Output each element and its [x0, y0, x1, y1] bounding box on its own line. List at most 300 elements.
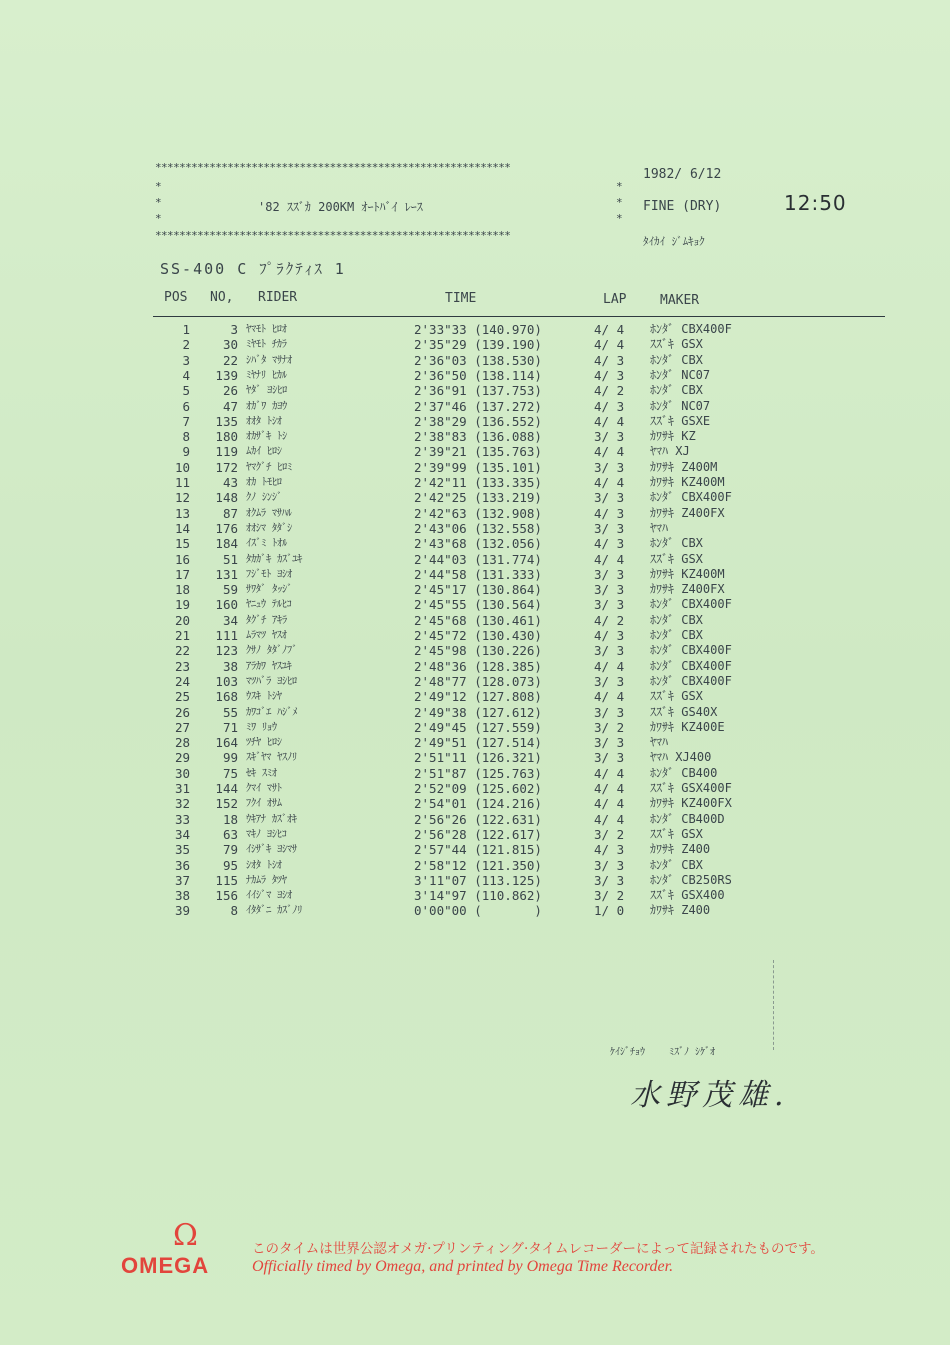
position-cell: 10 — [174, 459, 190, 475]
time-cell: 2'54"01 (124.216) — [414, 796, 542, 812]
maker-cell: ﾎﾝﾀﾞ CB400D — [650, 811, 725, 826]
time-cell: 2'44"03 (131.774) — [414, 551, 542, 567]
position-cell: 24 — [174, 673, 190, 689]
position-cell: 30 — [174, 765, 190, 781]
rider-cell: ﾌｸｲ ｵｻﾑ — [246, 797, 282, 810]
lap-cell: 3/ 3 — [594, 459, 625, 475]
maker-cell: ｶﾜｻｷ Z400 — [650, 842, 711, 857]
maker-cell: ﾎﾝﾀﾞ CBX400F — [650, 490, 732, 505]
lap-cell: 3/ 3 — [594, 520, 625, 536]
position-cell: 38 — [174, 888, 190, 904]
lap-cell: 3/ 3 — [594, 857, 625, 873]
position-cell: 18 — [174, 582, 190, 598]
table-row — [0, 643, 950, 658]
maker-cell: ﾎﾝﾀﾞ CBX400F — [650, 658, 732, 673]
lap-cell: 3/ 2 — [594, 888, 625, 904]
maker-cell: ｽｽﾞｷ GS40X — [650, 704, 718, 719]
time-cell: 2'57"44 (121.815) — [414, 842, 542, 858]
star-border-top: *********************************************************** — [155, 161, 511, 174]
maker-cell: ｶﾜｻｷ KZ400M — [650, 566, 725, 581]
table-row — [0, 873, 950, 888]
number-cell: 55 — [222, 704, 238, 720]
table-row — [0, 429, 950, 444]
maker-cell: ｽｽﾞｷ GSX — [650, 826, 703, 841]
table-row — [0, 337, 950, 352]
table-row — [0, 567, 950, 582]
lap-cell: 4/ 3 — [594, 367, 625, 383]
table-row — [0, 613, 950, 628]
table-row — [0, 383, 950, 398]
fold-line — [773, 960, 774, 1050]
number-cell: 168 — [215, 689, 238, 705]
rider-cell: ｸﾉ ｼﾝｼﾞ — [246, 491, 283, 504]
time-cell: 2'37"46 (137.272) — [414, 398, 542, 414]
rider-cell: ｵｶﾞﾜ ｶﾖｳ — [246, 399, 287, 412]
position-cell: 19 — [174, 597, 190, 613]
lap-cell: 4/ 4 — [594, 689, 625, 705]
position-cell: 15 — [174, 536, 190, 552]
maker-cell: ｶﾜｻｷ KZ — [650, 429, 696, 444]
position-cell: 35 — [174, 842, 190, 858]
position-cell: 12 — [174, 490, 190, 506]
table-row — [0, 490, 950, 505]
position-cell: 6 — [182, 398, 190, 414]
lap-cell: 3/ 3 — [594, 582, 625, 598]
lap-cell: 4/ 4 — [594, 413, 625, 429]
maker-cell: ﾎﾝﾀﾞ NC07 — [650, 367, 711, 382]
maker-cell: ﾔﾏﾊ — [650, 520, 669, 535]
rider-cell: ﾐﾔﾓﾄ ﾁｶﾗ — [246, 338, 287, 351]
time-cell: 2'48"36 (128.385) — [414, 658, 542, 674]
rider-cell: ｼﾊﾞﾀ ﾏｻﾅｵ — [246, 353, 292, 366]
handwritten-time: 12:50 — [784, 191, 847, 215]
table-row — [0, 781, 950, 796]
position-cell: 31 — [174, 781, 190, 796]
table-row — [0, 460, 950, 475]
maker-cell: ﾔﾏﾊ XJ400 — [650, 750, 712, 765]
position-cell: 14 — [174, 520, 190, 536]
time-cell: 2'49"12 (127.808) — [414, 689, 542, 705]
omega-japanese-note: このタイムは世界公認オメガ·プリンティング·タイムレコーダーによって記録されたものです。 — [252, 1241, 824, 1257]
col-no: NO, — [210, 290, 234, 305]
table-row — [0, 689, 950, 704]
rider-cell: ﾔﾆｭｳ ﾃﾙﾋｺ — [246, 598, 292, 611]
maker-cell: ｽｽﾞｷ GSXE — [650, 413, 711, 428]
omega-logo-icon: Ω — [173, 1218, 198, 1253]
table-row — [0, 521, 950, 536]
rider-cell: ｳｽｷ ﾄｼﾔ — [246, 690, 282, 703]
table-row — [0, 827, 950, 842]
rider-cell: ｽｷﾞﾔﾏ ﾔｽﾉﾘ — [246, 751, 297, 764]
number-cell: 135 — [215, 413, 238, 429]
col-lap: LAP — [603, 292, 627, 307]
time-cell: 2'51"11 (126.321) — [414, 750, 542, 766]
position-cell: 36 — [174, 857, 190, 873]
maker-cell: ﾎﾝﾀﾞ CBX400F — [650, 643, 732, 658]
maker-cell: ﾔﾏﾊ — [650, 735, 669, 750]
table-row — [0, 399, 950, 414]
lap-cell: 4/ 3 — [594, 398, 625, 414]
position-cell: 17 — [174, 566, 190, 582]
star-mark-left: * — [155, 212, 162, 225]
rider-cell: ｲﾀﾀﾞﾆ ｶｽﾞﾉﾘ — [246, 904, 303, 917]
lap-cell: 4/ 3 — [594, 842, 625, 858]
number-cell: 160 — [215, 597, 238, 613]
lap-cell: 4/ 4 — [594, 551, 625, 567]
number-cell: 38 — [222, 658, 238, 674]
number-cell: 176 — [215, 520, 238, 536]
position-cell: 4 — [182, 367, 190, 383]
position-cell: 20 — [174, 612, 190, 628]
number-cell: 22 — [222, 352, 238, 368]
table-row — [0, 475, 950, 490]
number-cell: 111 — [215, 628, 238, 643]
maker-cell: ﾎﾝﾀﾞ CBX — [650, 857, 703, 872]
lap-cell: 3/ 2 — [594, 826, 625, 842]
maker-cell: ｽｽﾞｷ GSX — [650, 551, 703, 566]
maker-cell: ﾔﾏﾊ XJ — [650, 444, 690, 459]
maker-cell: ｽｽﾞｷ GSX400F — [650, 781, 732, 795]
rider-cell: ｵｶｻﾞｷ ﾄｼ — [246, 430, 287, 443]
maker-cell: ﾎﾝﾀﾞ CBX400F — [650, 597, 732, 612]
lap-cell: 4/ 4 — [594, 475, 625, 490]
table-row — [0, 659, 950, 674]
lap-cell: 4/ 3 — [594, 536, 625, 552]
event-title: '82 ｽｽﾞｶ 200KM ｵｰﾄﾊﾞｲ ﾚｰｽ — [258, 200, 423, 214]
time-cell: 2'44"58 (131.333) — [414, 566, 542, 582]
table-row — [0, 628, 950, 643]
table-row — [0, 903, 950, 918]
omega-english-note: Officially timed by Omega, and printed by Omega Time Recorder. — [252, 1258, 674, 1275]
lap-cell: 4/ 2 — [594, 612, 625, 628]
header-rule — [153, 316, 885, 317]
rider-cell: ﾀｸﾞﾁ ｱｷﾗ — [246, 613, 287, 626]
rider-cell: ｲｲｼﾞﾏ ﾖｼｵ — [246, 889, 292, 902]
table-row — [0, 796, 950, 811]
time-cell: 2'58"12 (121.350) — [414, 857, 542, 873]
maker-cell: ﾎﾝﾀﾞ CBX — [650, 628, 703, 642]
lap-cell: 1/ 0 — [594, 903, 625, 919]
lap-cell: 4/ 2 — [594, 383, 625, 399]
rider-cell: ｵｵﾀ ﾄｼｵ — [246, 414, 282, 427]
time-cell: 2'43"06 (132.558) — [414, 520, 542, 536]
maker-cell: ｶﾜｻｷ Z400 — [650, 903, 711, 918]
rider-cell: ﾑｶｲ ﾋﾛｼ — [246, 445, 282, 458]
table-row — [0, 353, 950, 368]
time-cell: 3'14"97 (110.862) — [414, 888, 542, 904]
number-cell: 119 — [215, 444, 238, 460]
col-time: TIME — [445, 291, 477, 306]
number-cell: 71 — [222, 719, 238, 735]
table-row — [0, 368, 950, 383]
rider-cell: ｶﾜｺﾞｴ ﾊｼﾞﾒ — [246, 705, 298, 718]
rider-cell: ﾅｶﾑﾗ ﾀﾂﾔ — [246, 873, 287, 886]
time-cell: 2'56"28 (122.617) — [414, 826, 542, 842]
time-cell: 0'00"00 ( ) — [414, 903, 542, 919]
rider-cell: ﾐﾔﾅﾘ ﾋｶﾙ — [246, 368, 287, 381]
number-cell: 123 — [215, 643, 238, 659]
number-cell: 87 — [222, 505, 238, 521]
number-cell: 79 — [222, 842, 238, 858]
position-cell: 22 — [174, 643, 190, 659]
table-row — [0, 506, 950, 521]
position-cell: 13 — [174, 505, 190, 521]
weather: FINE (DRY) — [643, 199, 722, 214]
rider-cell: ｱﾗｶﾜ ﾔｽﾕｷ — [246, 659, 292, 672]
number-cell: 51 — [222, 551, 238, 567]
maker-cell: ｶﾜｻｷ Z400M — [650, 459, 718, 474]
time-cell: 2'45"17 (130.864) — [414, 582, 542, 598]
maker-cell: ｽｽﾞｷ GSX — [650, 337, 703, 352]
number-cell: 156 — [215, 888, 238, 904]
rider-cell: ｼｵﾀ ﾄｼｵ — [246, 858, 282, 871]
number-cell: 131 — [215, 566, 238, 582]
lap-cell: 3/ 2 — [594, 719, 625, 735]
position-cell: 29 — [174, 750, 190, 766]
venue: ﾀｲｶｲ ｼﾞﾑｷｮｸ — [643, 235, 705, 248]
lap-cell: 4/ 3 — [594, 628, 625, 643]
time-cell: 2'56"26 (122.631) — [414, 811, 542, 827]
position-cell: 26 — [174, 704, 190, 720]
lap-cell: 4/ 4 — [594, 658, 625, 674]
lap-cell: 4/ 3 — [594, 352, 625, 368]
rider-cell: ｲｽﾞﾐ ﾄｵﾙ — [246, 537, 287, 550]
time-cell: 2'42"25 (133.219) — [414, 490, 542, 506]
time-cell: 2'45"72 (130.430) — [414, 628, 542, 643]
maker-cell: ﾎﾝﾀﾞ NC07 — [650, 398, 711, 413]
number-cell: 115 — [215, 872, 238, 888]
number-cell: 139 — [215, 367, 238, 383]
maker-cell: ﾎﾝﾀﾞ CBX — [650, 383, 703, 398]
table-row — [0, 322, 950, 337]
lap-cell: 3/ 3 — [594, 490, 625, 506]
position-cell: 8 — [182, 429, 190, 445]
session-title: SS-400 C ﾌﾟﾗｸﾃｨｽ 1 — [160, 260, 346, 278]
position-cell: 34 — [174, 826, 190, 842]
lap-cell: 3/ 3 — [594, 566, 625, 582]
lap-cell: 3/ 3 — [594, 750, 625, 766]
star-mark-right: * — [616, 196, 623, 209]
rider-cell: ｵｸﾑﾗ ﾏｻﾊﾙ — [246, 506, 292, 519]
maker-cell: ﾎﾝﾀﾞ CBX — [650, 612, 703, 627]
number-cell: 184 — [215, 536, 238, 552]
table-row — [0, 842, 950, 857]
event-date: 1982/ 6/12 — [643, 167, 722, 182]
number-cell: 180 — [215, 429, 238, 445]
star-mark-left: * — [155, 180, 162, 193]
number-cell: 43 — [222, 475, 238, 490]
rider-cell: ﾑﾗﾏﾂ ﾔｽｵ — [246, 629, 287, 641]
maker-cell: ﾎﾝﾀﾞ CBX — [650, 536, 703, 551]
rider-cell: ﾔﾏｸﾞﾁ ﾋﾛﾐ — [246, 460, 292, 473]
lap-cell: 3/ 3 — [594, 597, 625, 613]
time-cell: 2'36"03 (138.530) — [414, 352, 542, 368]
rider-cell: ｵｵｼﾏ ﾀﾀﾞｼ — [246, 521, 292, 534]
rider-cell: ｵｶ ﾄﾓﾋﾛ — [246, 476, 282, 488]
time-cell: 3'11"07 (113.125) — [414, 872, 542, 888]
lap-cell: 4/ 4 — [594, 337, 625, 353]
lap-cell: 3/ 3 — [594, 704, 625, 720]
table-row — [0, 705, 950, 720]
omega-logo-text: OMEGA — [121, 1253, 210, 1278]
number-cell: 47 — [222, 398, 238, 414]
number-cell: 63 — [222, 826, 238, 842]
star-mark-right: * — [616, 180, 623, 193]
number-cell: 3 — [230, 322, 238, 337]
time-cell: 2'42"11 (133.335) — [414, 475, 542, 490]
rider-cell: ｸﾏｲ ﾏｻﾄ — [246, 782, 282, 794]
rider-cell: ｻﾜﾀﾞ ﾀｯｼﾞ — [246, 583, 293, 596]
star-mark-right: * — [616, 212, 623, 225]
position-cell: 1 — [182, 322, 190, 337]
maker-cell: ﾎﾝﾀﾞ CB250RS — [650, 872, 732, 887]
time-cell: 2'45"55 (130.564) — [414, 597, 542, 613]
table-row — [0, 888, 950, 903]
table-row — [0, 674, 950, 689]
maker-cell: ｶﾜｻｷ KZ400E — [650, 719, 725, 734]
rider-cell: ｲｼｻﾞｷ ﾖｼﾏｻ — [246, 843, 297, 856]
time-cell: 2'38"83 (136.088) — [414, 429, 542, 445]
number-cell: 26 — [222, 383, 238, 399]
position-cell: 2 — [182, 337, 190, 353]
table-row — [0, 582, 950, 597]
lap-cell: 3/ 3 — [594, 643, 625, 659]
rider-cell: ﾏｷﾉ ﾖｼﾋｺ — [246, 827, 287, 840]
position-cell: 25 — [174, 689, 190, 705]
position-cell: 32 — [174, 796, 190, 812]
position-cell: 39 — [174, 903, 190, 919]
number-cell: 99 — [222, 750, 238, 766]
time-cell: 2'49"51 (127.514) — [414, 735, 542, 751]
position-cell: 21 — [174, 628, 190, 643]
time-cell: 2'38"29 (136.552) — [414, 413, 542, 429]
maker-cell: ｶﾜｻｷ Z400FX — [650, 505, 725, 520]
maker-cell: ｶﾜｻｷ Z400FX — [650, 582, 725, 597]
position-cell: 9 — [182, 444, 190, 460]
time-cell: 2'39"21 (135.763) — [414, 444, 542, 460]
position-cell: 11 — [174, 475, 190, 490]
rider-cell: ﾔﾏﾓﾄ ﾋﾛｵ — [246, 323, 287, 335]
maker-cell: ｽｽﾞｷ GSX — [650, 689, 703, 704]
lap-cell: 3/ 3 — [594, 673, 625, 689]
number-cell: 144 — [215, 781, 238, 796]
table-row — [0, 812, 950, 827]
lap-cell: 3/ 3 — [594, 872, 625, 888]
table-row — [0, 414, 950, 429]
time-cell: 2'42"63 (132.908) — [414, 505, 542, 521]
rider-cell: ｸｻﾉ ﾀﾀﾞﾉﾌﾞ — [246, 644, 298, 657]
lap-cell: 3/ 3 — [594, 429, 625, 445]
table-row — [0, 720, 950, 735]
position-cell: 23 — [174, 658, 190, 674]
rider-cell: ｾｷ ｽﾐｵ — [246, 766, 277, 779]
number-cell: 30 — [222, 337, 238, 353]
time-cell: 2'51"87 (125.763) — [414, 765, 542, 781]
lap-cell: 4/ 4 — [594, 322, 625, 337]
signature-kana: ｹｲｼﾞﾁｮｳ ﾐｽﾞﾉ ｼｹﾞｵ — [610, 1047, 716, 1058]
table-row — [0, 735, 950, 750]
table-row — [0, 750, 950, 765]
position-cell: 27 — [174, 719, 190, 735]
time-cell: 2'43"68 (132.056) — [414, 536, 542, 552]
position-cell: 33 — [174, 811, 190, 827]
lap-cell: 4/ 3 — [594, 505, 625, 521]
position-cell: 7 — [182, 413, 190, 429]
number-cell: 75 — [222, 765, 238, 781]
table-row — [0, 766, 950, 781]
rider-cell: ﾔﾀﾞ ﾖｼﾋﾛ — [246, 384, 287, 397]
number-cell: 34 — [222, 612, 238, 628]
table-row — [0, 444, 950, 459]
star-border-bottom: *********************************************************** — [155, 229, 511, 242]
position-cell: 28 — [174, 735, 190, 751]
maker-cell: ｶﾜｻｷ KZ400M — [650, 475, 725, 489]
time-cell: 2'36"50 (138.114) — [414, 367, 542, 383]
rider-cell: ｳｷｱﾅ ｶｽﾞｵｷ — [246, 812, 297, 825]
handwritten-signature: 水野茂雄. — [630, 1078, 790, 1113]
rider-cell: ﾐﾜ ﾘｮｳ — [246, 720, 277, 733]
col-pos: POS — [164, 290, 188, 305]
maker-cell: ｽｽﾞｷ GSX400 — [650, 888, 725, 903]
time-cell: 2'49"45 (127.559) — [414, 719, 542, 735]
time-cell: 2'33"33 (140.970) — [414, 322, 542, 337]
col-maker: MAKER — [660, 293, 700, 308]
rider-cell: ﾏﾂﾊﾞﾗ ﾖｼﾋﾛ — [246, 674, 297, 687]
number-cell: 152 — [215, 796, 238, 812]
maker-cell: ﾎﾝﾀﾞ CBX400F — [650, 673, 732, 688]
maker-cell: ﾎﾝﾀﾞ CBX400F — [650, 322, 732, 336]
maker-cell: ﾎﾝﾀﾞ CB400 — [650, 765, 718, 780]
star-mark-left: * — [155, 196, 162, 209]
col-rider: RIDER — [258, 290, 298, 305]
maker-cell: ﾎﾝﾀﾞ CBX — [650, 352, 703, 367]
number-cell: 8 — [230, 903, 238, 919]
number-cell: 164 — [215, 735, 238, 751]
time-cell: 2'36"91 (137.753) — [414, 383, 542, 399]
table-row — [0, 552, 950, 567]
table-row — [0, 597, 950, 612]
number-cell: 103 — [215, 673, 238, 689]
lap-cell: 4/ 4 — [594, 811, 625, 827]
time-cell: 2'45"98 (130.226) — [414, 643, 542, 659]
number-cell: 95 — [222, 857, 238, 873]
rider-cell: ﾂﾁﾔ ﾋﾛｼ — [246, 736, 282, 749]
number-cell: 59 — [222, 582, 238, 598]
table-row — [0, 536, 950, 551]
time-cell: 2'48"77 (128.073) — [414, 673, 542, 689]
time-cell: 2'39"99 (135.101) — [414, 459, 542, 475]
time-cell: 2'49"38 (127.612) — [414, 704, 542, 720]
lap-cell: 4/ 4 — [594, 765, 625, 781]
number-cell: 148 — [215, 490, 238, 506]
position-cell: 3 — [182, 352, 190, 368]
time-cell: 2'52"09 (125.602) — [414, 781, 542, 796]
number-cell: 172 — [215, 459, 238, 475]
table-row — [0, 858, 950, 873]
lap-cell: 4/ 4 — [594, 444, 625, 460]
maker-cell: ｶﾜｻｷ KZ400FX — [650, 796, 732, 811]
position-cell: 16 — [174, 551, 190, 567]
time-cell: 2'35"29 (139.190) — [414, 337, 542, 353]
position-cell: 37 — [174, 872, 190, 888]
time-cell: 2'45"68 (130.461) — [414, 612, 542, 628]
rider-cell: ﾌｼﾞﾓﾄ ﾖｼｵ — [246, 567, 292, 580]
lap-cell: 4/ 4 — [594, 796, 625, 812]
rider-cell: ﾀｶｶﾞｷ ｶｽﾞﾕｷ — [246, 552, 303, 565]
lap-cell: 4/ 4 — [594, 781, 625, 796]
position-cell: 5 — [182, 383, 190, 399]
number-cell: 18 — [222, 811, 238, 827]
